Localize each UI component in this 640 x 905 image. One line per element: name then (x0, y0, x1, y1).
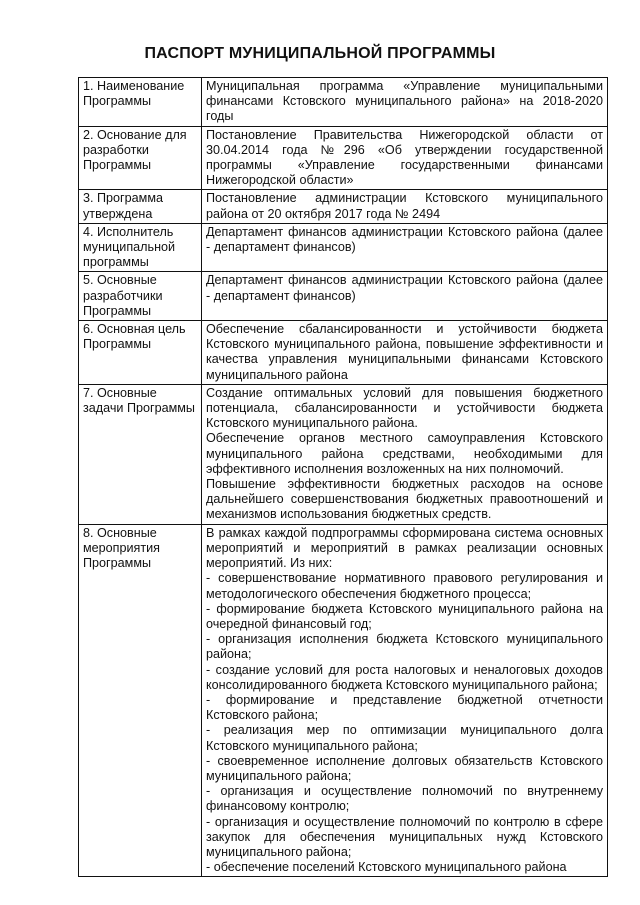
row-content (202, 126, 608, 190)
content-paragraph: Создание оптимальных условий для повышения бюджетного потенциала, сбалансированности и устойчивости бюджета Кстовского муниципального района. (206, 385, 603, 431)
table-row (79, 321, 608, 385)
row-content (202, 78, 608, 127)
content-paragraph: Департамент финансов администрации Кстовского района (далее - департамент финансов) (206, 273, 603, 303)
content-paragraph: - реализация мер по оптимизации муниципального долга Кстовского муниципального района; (206, 723, 603, 753)
row-label: 3. Программа утверждена (79, 190, 202, 223)
passport-rows (79, 78, 608, 877)
row-content (202, 321, 608, 385)
content-paragraph: - обеспечение поселений Кстовского муниципального района (206, 860, 567, 875)
content-paragraph: Департамент финансов администрации Кстовского района (далее - департамент финансов) (206, 224, 603, 255)
page-title: ПАСПОРТ МУНИЦИПАЛЬНОЙ ПРОГРАММЫ (144, 45, 496, 62)
table-row (79, 524, 608, 877)
row-label: 8. Основные мероприятия Программы (79, 524, 202, 877)
content-paragraph: - создание условий для роста налоговых и неналоговых доходов консолидированного бюджета Кстовского муниципального района; (206, 662, 603, 692)
row-content (202, 223, 608, 272)
content-paragraph: - организация и осуществление полномочий по контролю в сфере закупок для обеспечения муниципальных нужд Кстовского муниципального района; (206, 814, 603, 859)
content-paragraph: Муниципальная программа «Управление муниципальными финансами Кстовского муниципального района» на 2018-2020 годы (206, 79, 603, 124)
content-paragraph: - формирование и представление бюджетной отчетности Кстовского района; (206, 692, 603, 723)
row-label: 2. Основание для разработки Программы (79, 126, 202, 190)
row-content (202, 190, 608, 223)
content-paragraph: - организация исполнения бюджета Кстовского муниципального района; (206, 632, 603, 662)
row-label: 5. Основные разработчики Программы (79, 272, 202, 321)
content-paragraph: В рамках каждой подпрограммы сформирована система основных мероприятий и мероприятий в рамках реализации основных мероприятий. Из них: (206, 525, 603, 571)
table-row (79, 190, 608, 223)
content-paragraph: Постановление Правительства Нижегородской области от 30.04.2014 года №296 «Об утверждении государственной программы «Управление государственными финансами Нижегородской области» (206, 127, 603, 188)
table-row (79, 223, 608, 272)
row-label: 7. Основные задачи Программы (79, 384, 202, 524)
row-label: 1. Наименование Программы (79, 78, 202, 127)
table-row (79, 126, 608, 190)
content-paragraph: - совершенствование нормативного правового регулирования и методологического обеспечения бюджетного процесса; (206, 571, 603, 601)
content-paragraph: Повышение эффективности бюджетных расходов на основе дальнейшего совершенствования бюджетных правоотношений и механизмов использования бюджетных средств. (206, 477, 603, 522)
row-content (202, 272, 608, 321)
content-paragraph: - организация и осуществление полномочий по внутреннему финансовому контролю; (206, 784, 603, 814)
row-content (202, 384, 608, 524)
table-row (79, 384, 608, 524)
row-label: 6. Основная цель Программы (79, 321, 202, 385)
table-row (79, 272, 608, 321)
content-paragraph: Постановление администрации Кстовского муниципального района от 20 октября 2017 года № 2494 (206, 191, 603, 221)
content-paragraph: Обеспечение сбалансированности и устойчивости бюджета Кстовского муниципального района, повышение эффективности и качества управления муниципальными финансами Кстовского муниципального района (206, 322, 603, 382)
content-paragraph: Обеспечение органов местного самоуправления Кстовского муниципального района средствами, необходимыми для эффективного исполнения возложенных на них полномочий. (206, 431, 603, 476)
passport-table (78, 77, 608, 877)
row-label: 4. Исполнитель муниципальной программы (79, 223, 202, 272)
content-paragraph: - формирование бюджета Кстовского муниципального района на очередной финансовый год; (206, 601, 603, 631)
table-row (79, 78, 608, 127)
content-paragraph: - своевременное исполнение долговых обязательств Кстовского муниципального района; (206, 753, 603, 783)
row-content (202, 524, 608, 877)
